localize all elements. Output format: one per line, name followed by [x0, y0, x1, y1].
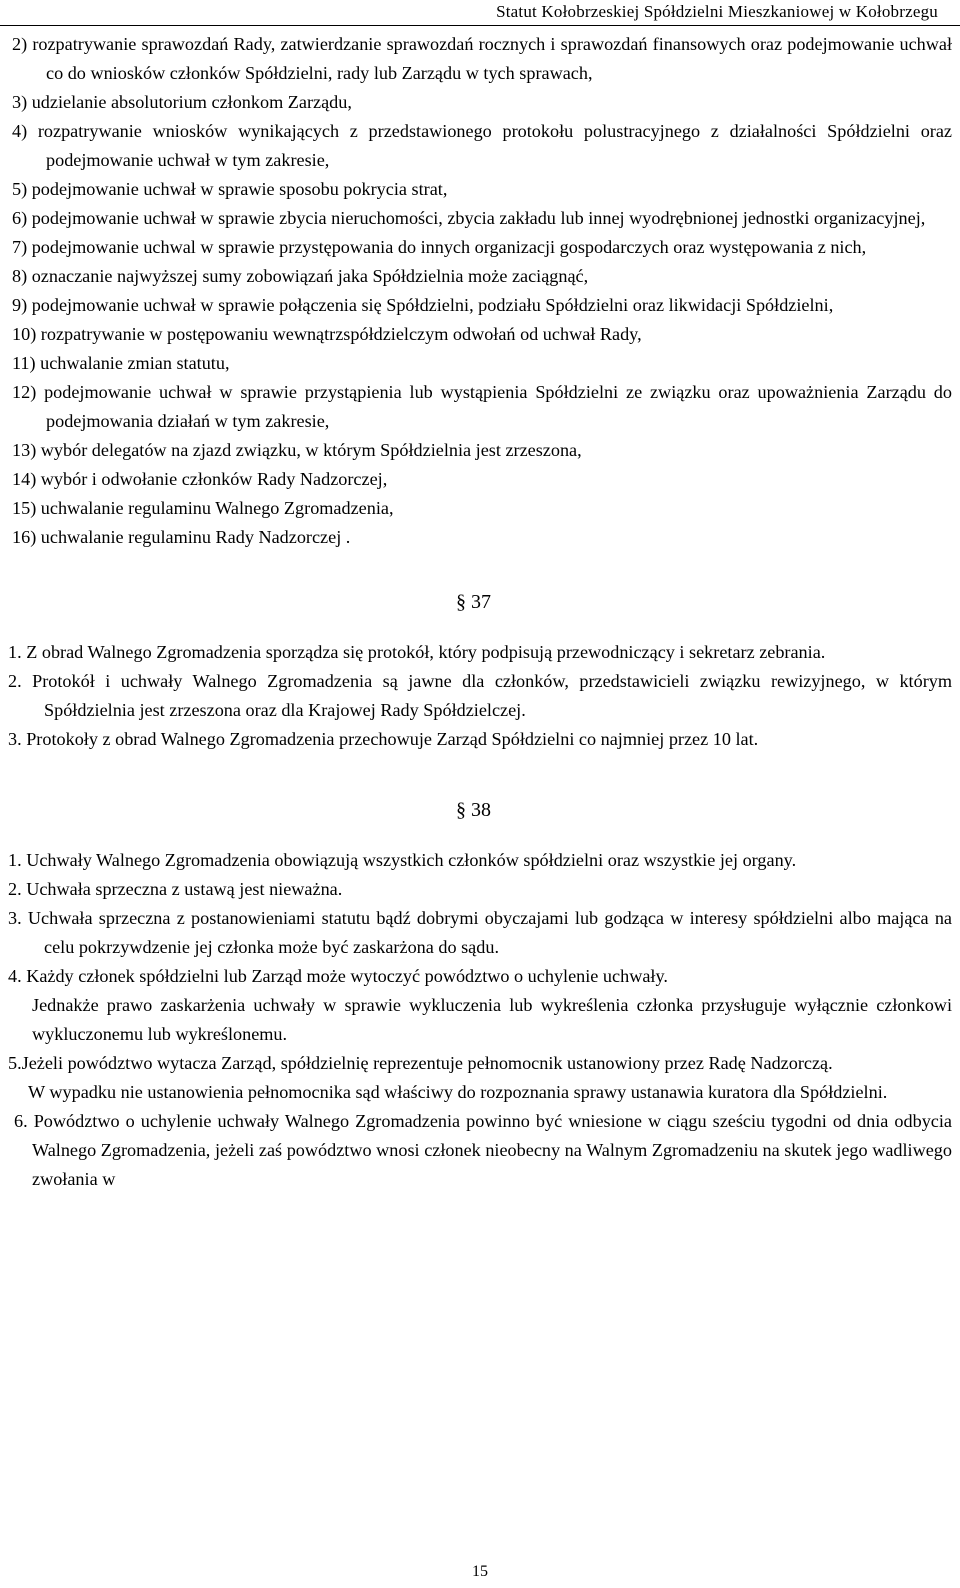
- list-item: 15) uchwalanie regulaminu Walnego Zgromadzenia,: [12, 498, 394, 518]
- list-item: 11) uchwalanie zmian statutu,: [12, 353, 230, 373]
- paragraph: 5.Jeżeli powództwo wytacza Zarząd, spółdzielnię reprezentuje pełnomocnik ustanowiony przez Radę Nadzorczą.: [8, 1053, 833, 1073]
- paragraph: 3. Uchwała sprzeczna z postanowieniami statutu bądź dobrymi obyczajami lub godząca w interesy spółdzielni albo mająca na celu pokrzywdzenie jej członka może być zaskarżona do sądu.: [8, 908, 952, 957]
- paragraph: 6. Powództwo o uchylenie uchwały Walnego Zgromadzenia powinno być wniesione w ciągu sześciu tygodni od dnia odbycia Walnego Zgromadzenia, jeżeli zaś powództwo wnosi członek nieobecny na Walnym Zgromadzeniu na skutek jego wadliwego zwołania w: [14, 1111, 952, 1189]
- header-rule: [0, 25, 960, 26]
- section-heading-38: § 38: [456, 799, 491, 821]
- paragraph: 1. Uchwały Walnego Zgromadzenia obowiązują wszystkich członków spółdzielni oraz wszystkie jej organy.: [8, 850, 797, 870]
- paragraph-continuation: Jednakże prawo zaskarżenia uchwały w sprawie wykluczenia lub wykreślenia członka przysługuje wyłącznie członkowi wykluczonemu lub wykreślonemu.: [32, 995, 952, 1044]
- running-header: Statut Kołobrzeskiej Spółdzielni Mieszkaniowej w Kołobrzegu: [496, 2, 938, 21]
- list-item: 4) rozpatrywanie wniosków wynikających z przedstawionego protokołu polustracyjnego z działalności Spółdzielni oraz podejmowanie uchwał w tym zakresie,: [12, 121, 952, 170]
- paragraph: 3. Protokoły z obrad Walnego Zgromadzenia przechowuje Zarząd Spółdzielni co najmniej przez 10 lat.: [8, 729, 759, 749]
- list-general-assembly-competences: [0, 30, 960, 552]
- list-item: 2) rozpatrywanie sprawozdań Rady, zatwierdzanie sprawozdań rocznych i sprawozdań finansowych oraz podejmowanie uchwał co do wniosków członków Spółdzielni, rady lub Zarządu w tych sprawach,: [12, 34, 952, 83]
- list-item: 6) podejmowanie uchwał w sprawie zbycia nieruchomości, zbycia zakładu lub innej wyodrębnionej jednostki organizacyjnej,: [12, 208, 926, 228]
- list-item: 7) podejmowanie uchwal w sprawie przystępowania do innych organizacji gospodarczych oraz występowania z nich,: [12, 237, 867, 257]
- section-heading-37: § 37: [456, 591, 491, 613]
- list-item: 5) podejmowanie uchwał w sprawie sposobu pokrycia strat,: [12, 179, 448, 199]
- paragraph: 2. Uchwała sprzeczna z ustawą jest nieważna.: [8, 879, 343, 899]
- section-37-paragraphs: [0, 638, 960, 754]
- paragraph: 1. Z obrad Walnego Zgromadzenia sporządza się protokół, który podpisują przewodniczący i sekretarz zebrania.: [8, 642, 826, 662]
- list-item: 10) rozpatrywanie w postępowaniu wewnątrzspółdzielczym odwołań od uchwał Rady,: [12, 324, 642, 344]
- paragraph: 4. Każdy członek spółdzielni lub Zarząd może wytoczyć powództwo o uchylenie uchwały.: [8, 966, 668, 986]
- paragraph: 2. Protokół i uchwały Walnego Zgromadzenia są jawne dla członków, przedstawicieli związku rewizyjnego, w którym Spółdzielnia jest zrzeszona oraz dla Krajowej Rady Spółdzielczej.: [8, 671, 952, 720]
- list-item: 9) podejmowanie uchwał w sprawie połączenia się Spółdzielni, podziału Spółdzielni oraz likwidacji Spółdzielni,: [12, 295, 834, 315]
- paragraph-continuation: W wypadku nie ustanowienia pełnomocnika sąd właściwy do rozpoznania sprawy ustanawia kuratora dla Spółdzielni.: [28, 1082, 888, 1102]
- list-item: 13) wybór delegatów na zjazd związku, w którym Spółdzielnia jest zrzeszona,: [12, 440, 582, 460]
- list-item: 14) wybór i odwołanie członków Rady Nadzorczej,: [12, 469, 388, 489]
- list-item: 16) uchwalanie regulaminu Rady Nadzorczej .: [12, 527, 351, 547]
- section-38-paragraphs: [0, 846, 960, 1194]
- list-item: 12) podejmowanie uchwał w sprawie przystąpienia lub wystąpienia Spółdzielni ze związku oraz upoważnienia Zarządu do podejmowania działań w tym zakresie,: [12, 382, 952, 431]
- list-item: 3) udzielanie absolutorium członkom Zarządu,: [12, 92, 352, 112]
- page-number: 15: [472, 1563, 488, 1580]
- page-content: [0, 30, 960, 1194]
- list-item: 8) oznaczanie najwyższej sumy zobowiązań jaka Spółdzielnia może zaciągnąć,: [12, 266, 589, 286]
